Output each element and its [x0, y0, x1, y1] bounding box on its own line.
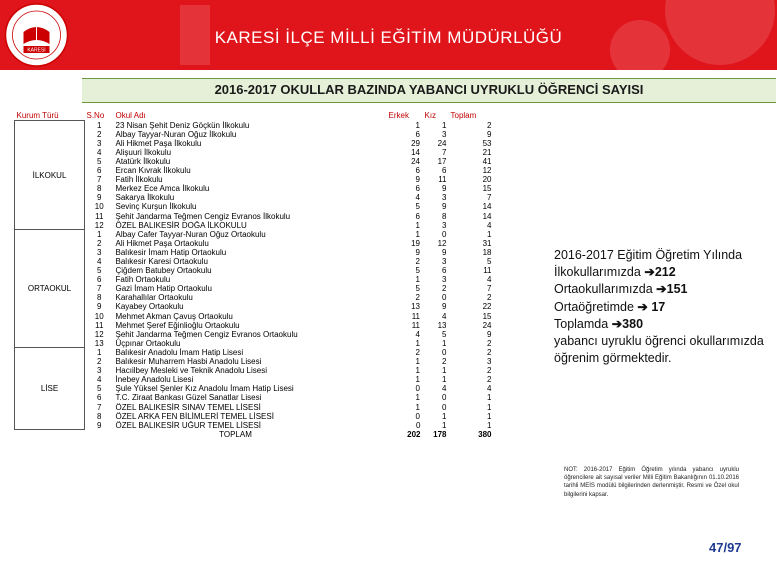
school-name: Merkez Ece Amca İlkokulu — [115, 184, 210, 194]
kiz-count: 4 — [442, 311, 447, 321]
erkek-count: 13 — [411, 302, 420, 312]
table-row — [15, 212, 494, 221]
total-erkek: 202 — [407, 429, 421, 439]
summary-toplam: Toplamda ➔380 — [554, 316, 644, 331]
total-label: TOPLAM — [219, 429, 252, 439]
school-name: Karahallılar Ortaokulu — [115, 293, 193, 303]
toplam-count: 22 — [482, 302, 492, 312]
toplam-count: 1 — [487, 420, 492, 430]
school-name: Şehit Jandarma Teğmen Cengiz Evranos Ortaokulu — [115, 329, 298, 339]
erkek-count: 2 — [415, 293, 420, 303]
erkek-count: 24 — [411, 156, 420, 166]
row-no: 7 — [97, 175, 102, 185]
row-no: 6 — [97, 393, 102, 403]
school-name: Hacıilbey Mesleki ve Teknik Anadolu Lisesi — [115, 366, 267, 376]
toplam-count: 31 — [482, 238, 492, 248]
school-name: Fatih İlkokulu — [115, 175, 163, 185]
kiz-count: 9 — [442, 184, 447, 194]
toplam-count: 4 — [487, 220, 492, 230]
summary-lise: Ortaöğretimde ➔ 17 — [554, 299, 666, 314]
table-row — [15, 403, 494, 412]
erkek-count: 0 — [415, 411, 420, 421]
kiz-count: 8 — [442, 211, 447, 221]
school-name: İnebey Anadolu Lisesi — [115, 375, 194, 385]
table-row — [15, 157, 494, 166]
toplam-count: 5 — [487, 257, 492, 266]
col-header-no: S.No — [86, 111, 105, 121]
erkek-count: 1 — [415, 220, 420, 230]
row-no: 7 — [97, 402, 102, 412]
kiz-count: 3 — [442, 129, 447, 139]
table-row — [15, 330, 494, 339]
table-header-row — [15, 111, 494, 121]
erkek-count: 11 — [411, 311, 420, 321]
table-row — [15, 230, 494, 239]
row-no: 10 — [94, 202, 104, 212]
school-name: Alişuuri İlkokulu — [115, 147, 172, 157]
erkek-count: 6 — [415, 129, 420, 139]
row-no: 1 — [97, 120, 102, 130]
school-name: Ercan Kıvrak İlkokulu — [115, 166, 191, 176]
row-no: 9 — [97, 302, 102, 312]
kiz-count: 3 — [442, 275, 447, 285]
erkek-count: 19 — [411, 238, 420, 248]
erkek-count: 2 — [415, 347, 420, 357]
kiz-count: 6 — [442, 266, 447, 276]
erkek-count: 4 — [415, 329, 420, 339]
header-banner — [0, 0, 777, 70]
arrow-icon: ➔ — [637, 299, 648, 314]
school-type-cell: LİSE — [15, 348, 85, 430]
kiz-count: 0 — [442, 293, 447, 303]
school-name: Sevinç Kurşun İlkokulu — [115, 202, 197, 212]
toplam-count: 24 — [482, 320, 492, 330]
total-row — [15, 430, 494, 439]
row-no: 9 — [97, 193, 102, 203]
school-name: Albay Cafer Tayyar-Nuran Oğuz Ortaokulu — [115, 229, 266, 239]
toplam-count: 1 — [487, 229, 492, 239]
school-name: Sakarya İlkokulu — [115, 193, 175, 203]
kiz-count: 1 — [442, 338, 447, 348]
toplam-count: 21 — [482, 147, 492, 157]
toplam-count: 2 — [487, 375, 492, 385]
table-row — [15, 312, 494, 321]
kiz-count: 0 — [442, 402, 447, 412]
kiz-count: 4 — [442, 384, 447, 394]
toplam-count: 1 — [487, 402, 492, 412]
row-no: 8 — [97, 293, 102, 303]
row-no: 5 — [97, 384, 102, 394]
kiz-count: 9 — [442, 302, 447, 312]
table-row — [15, 166, 494, 175]
kiz-count: 11 — [438, 175, 447, 185]
page-title: KARESİ İLÇE MİLLİ EĞİTİM MÜDÜRLÜĞÜ — [214, 28, 563, 47]
row-no: 11 — [95, 211, 104, 221]
school-name: ÖZEL ARKA FEN BİLİMLERİ TEMEL LİSESİ — [115, 411, 274, 421]
school-name: Balıkesir Muharrem Hasbi Anadolu Lisesi — [115, 357, 262, 367]
kiz-count: 3 — [442, 193, 447, 203]
erkek-count: 6 — [415, 166, 420, 176]
kiz-count: 1 — [442, 411, 447, 421]
arrow-icon: ➔ — [644, 265, 655, 280]
kiz-count: 5 — [442, 329, 447, 339]
school-name: Şehit Jandarma Teğmen Cengiz Evranos İlkokulu — [115, 211, 291, 221]
kiz-count: 17 — [437, 156, 447, 166]
kiz-count: 2 — [442, 357, 447, 367]
row-no: 5 — [97, 156, 102, 166]
school-name: Mehmet Şeref Eğinlioğlu Ortaokulu — [115, 320, 240, 330]
kiz-count: 1 — [442, 375, 447, 385]
toplam-count: 20 — [482, 175, 492, 185]
erkek-count: 5 — [415, 202, 420, 212]
kiz-count: 2 — [442, 284, 447, 294]
toplam-count: 15 — [482, 184, 492, 194]
school-name: Üçpınar Ortaokulu — [115, 338, 181, 348]
table-row — [15, 184, 494, 193]
summary-text — [554, 247, 769, 367]
toplam-count: 18 — [482, 247, 492, 257]
erkek-count: 1 — [415, 357, 420, 367]
table-row — [15, 339, 494, 348]
kiz-count: 3 — [442, 257, 447, 266]
row-no: 6 — [97, 166, 102, 176]
row-no: 8 — [97, 184, 102, 194]
kiz-count: 0 — [442, 229, 447, 239]
toplam-count: 4 — [487, 275, 492, 285]
school-type-cell: ORTAOKUL — [15, 230, 85, 348]
summary-ilkokul: İlkokullarımızda ➔212 — [554, 265, 676, 280]
toplam-count: 12 — [482, 166, 492, 176]
kiz-count: 9 — [442, 247, 447, 257]
erkek-count: 14 — [411, 147, 420, 157]
erkek-count: 5 — [415, 266, 420, 276]
table-row — [15, 348, 494, 357]
erkek-count: 4 — [415, 193, 420, 203]
table-row — [15, 193, 494, 202]
kiz-count: 12 — [437, 238, 447, 248]
col-header-kiz: Kız — [424, 111, 437, 121]
kiz-count: 6 — [442, 166, 447, 176]
toplam-count: 9 — [487, 329, 492, 339]
erkek-count: 1 — [415, 120, 420, 130]
row-no: 2 — [97, 357, 102, 367]
toplam-count: 15 — [482, 311, 492, 321]
table-row — [15, 266, 494, 275]
toplam-count: 2 — [487, 347, 492, 357]
erkek-count: 9 — [415, 175, 420, 185]
school-name: Çiğdem Batubey Ortaokulu — [115, 266, 212, 276]
row-no: 6 — [97, 275, 102, 285]
row-no: 3 — [97, 366, 102, 376]
erkek-count: 1 — [415, 275, 420, 285]
row-no: 4 — [97, 375, 102, 385]
toplam-count: 53 — [482, 138, 492, 148]
table-row — [15, 275, 494, 284]
page-number: 47/97 — [709, 540, 742, 555]
row-no: 12 — [94, 220, 104, 230]
table-row — [15, 221, 494, 230]
school-name: Balıkesir İmam Hatip Ortaokulu — [115, 247, 227, 257]
school-name: Mehmet Akman Çavuş Ortaokulu — [115, 311, 233, 321]
table-row — [15, 121, 494, 130]
col-header-erkek: Erkek — [388, 111, 409, 121]
table-row — [15, 412, 494, 421]
kiz-count: 1 — [442, 366, 447, 376]
erkek-count: 6 — [415, 211, 420, 221]
row-no: 7 — [97, 284, 102, 294]
table-body — [15, 121, 494, 439]
toplam-count: 9 — [487, 129, 492, 139]
table-row — [15, 239, 494, 248]
kiz-count: 9 — [442, 202, 447, 212]
erkek-count: 1 — [415, 393, 420, 403]
table-row — [15, 293, 494, 302]
table-row — [15, 366, 494, 375]
school-name: Şule Yüksel Şenler Kız Anadolu İmam Hatip Lisesi — [115, 384, 294, 394]
erkek-count: 1 — [415, 402, 420, 412]
table-row — [15, 375, 494, 384]
erkek-count: 0 — [415, 384, 420, 394]
row-no: 13 — [94, 338, 104, 348]
toplam-count: 7 — [487, 193, 492, 203]
erkek-count: 5 — [415, 284, 420, 294]
erkek-count: 2 — [415, 257, 420, 266]
table-row — [15, 393, 494, 402]
table-row — [15, 384, 494, 393]
total-kiz: 178 — [433, 429, 447, 439]
kiz-count: 13 — [437, 320, 447, 330]
toplam-count: 2 — [487, 366, 492, 376]
toplam-count: 7 — [487, 284, 492, 294]
table-row — [15, 257, 494, 266]
toplam-count: 2 — [487, 338, 492, 348]
toplam-count: 3 — [487, 357, 492, 367]
table-row — [15, 202, 494, 211]
erkek-count: 0 — [416, 420, 421, 430]
arrow-icon: ➔ — [656, 282, 667, 297]
school-name: Fatih Ortaokulu — [115, 275, 171, 285]
row-no: 11 — [95, 320, 104, 330]
toplam-count: 2 — [487, 120, 492, 130]
row-no: 8 — [97, 411, 102, 421]
erkek-count: 6 — [415, 184, 420, 194]
footnote: NOT: 2016-2017 Eğitim Öğretim yılında yabancı uyruklu öğrencilere ait sayısal veriler Milli Eğitim Bakanlığının 01.10.2016 tarihli MEİS modülü bilgilerinden derlenmiştir. Resmi ve Özel okul bilgilerini kapsar. — [564, 467, 739, 498]
row-no: 1 — [97, 229, 102, 239]
school-type-cell: İLKOKUL — [15, 121, 85, 230]
table-row — [15, 302, 494, 311]
school-name: T.C. Ziraat Bankası Güzel Sanatlar Lisesi — [115, 393, 262, 403]
school-name: ÖZEL BALIKESİR UĞUR TEMEL LİSESİ — [115, 420, 262, 430]
table-row — [15, 130, 494, 139]
row-no: 5 — [97, 266, 102, 276]
school-name: Atatürk İlkokulu — [115, 156, 171, 166]
total-spacer — [15, 430, 85, 439]
toplam-count: 41 — [482, 156, 492, 166]
erkek-count: 29 — [411, 138, 420, 148]
school-name: ÖZEL BALIKESİR SINAV TEMEL LİSESİ — [115, 402, 261, 412]
row-no: 9 — [97, 420, 102, 430]
kiz-count: 24 — [437, 138, 447, 148]
table-row — [15, 284, 494, 293]
col-header-name: Okul Adı — [115, 111, 146, 121]
summary-line-1: 2016-2017 Eğitim Öğretim Yılında — [554, 248, 743, 262]
row-no: 4 — [97, 257, 102, 266]
toplam-count: 14 — [482, 211, 492, 221]
subtitle: 2016-2017 OKULLAR BAZINDA YABANCI UYRUKLU ÖĞRENCİ SAYISI — [214, 82, 644, 97]
toplam-count: 1 — [487, 411, 492, 421]
toplam-count: 1 — [487, 393, 492, 403]
kiz-count: 0 — [442, 393, 447, 403]
table-row — [15, 248, 494, 257]
toplam-count: 11 — [483, 266, 492, 276]
school-name: Balıkesir Anadolu İmam Hatip Lisesi — [115, 347, 244, 357]
arrow-icon: ➔ — [611, 316, 623, 331]
total-toplam: 380 — [478, 429, 492, 439]
table-row — [15, 175, 494, 184]
school-name: Gazi İmam Hatip Ortaokulu — [115, 284, 212, 294]
row-no: 4 — [97, 147, 102, 157]
school-name: Kayabey Ortaokulu — [115, 302, 184, 312]
kiz-count: 1 — [442, 120, 447, 130]
kiz-count: 7 — [442, 147, 447, 157]
table-row — [15, 321, 494, 330]
row-no: 1 — [97, 347, 102, 357]
school-name: Albay Tayyar-Nuran Oğuz İlkokulu — [115, 129, 237, 139]
kiz-count: 3 — [442, 220, 447, 230]
summary-ortaokul: Ortaokullarımızda ➔151 — [554, 282, 688, 297]
erkek-count: 1 — [415, 366, 420, 376]
school-name: Ali Hikmet Paşa Ortaokulu — [115, 238, 209, 248]
row-no: 10 — [94, 311, 104, 321]
row-no: 12 — [94, 329, 104, 339]
summary-line-end: yabancı uyruklu öğrenci okullarımızda öğrenim görmektedir. — [554, 334, 764, 366]
erkek-count: 11 — [411, 320, 420, 330]
row-no: 2 — [97, 238, 102, 248]
svg-text:KARESİ: KARESİ — [27, 47, 46, 54]
toplam-count: 14 — [482, 202, 492, 212]
kiz-count: 0 — [442, 347, 447, 357]
school-name: Balıkesir Karesi Ortaokulu — [115, 257, 208, 266]
erkek-count: 9 — [415, 247, 420, 257]
erkek-count: 1 — [415, 338, 420, 348]
school-name: 23 Nisan Şehit Deniz Göçkün İlkokulu — [115, 120, 250, 130]
table-row — [15, 357, 494, 366]
toplam-count: 4 — [487, 384, 492, 394]
school-table — [14, 111, 493, 439]
col-header-type: Kurum Türü — [16, 111, 59, 120]
toplam-count: 2 — [487, 293, 492, 303]
table-row — [15, 148, 494, 157]
school-name: ÖZEL BALIKESİR DOĞA İLKOKULU — [115, 220, 247, 230]
erkek-count: 1 — [415, 375, 420, 385]
kiz-count: 1 — [442, 420, 447, 430]
row-no: 2 — [97, 129, 102, 139]
table-row — [15, 421, 494, 430]
row-no: 3 — [97, 247, 102, 257]
table-row — [15, 139, 494, 148]
col-header-toplam: Toplam — [450, 111, 477, 121]
school-name: Ali Hikmet Paşa İlkokulu — [115, 138, 202, 148]
erkek-count: 1 — [415, 229, 420, 239]
row-no: 3 — [97, 138, 102, 148]
